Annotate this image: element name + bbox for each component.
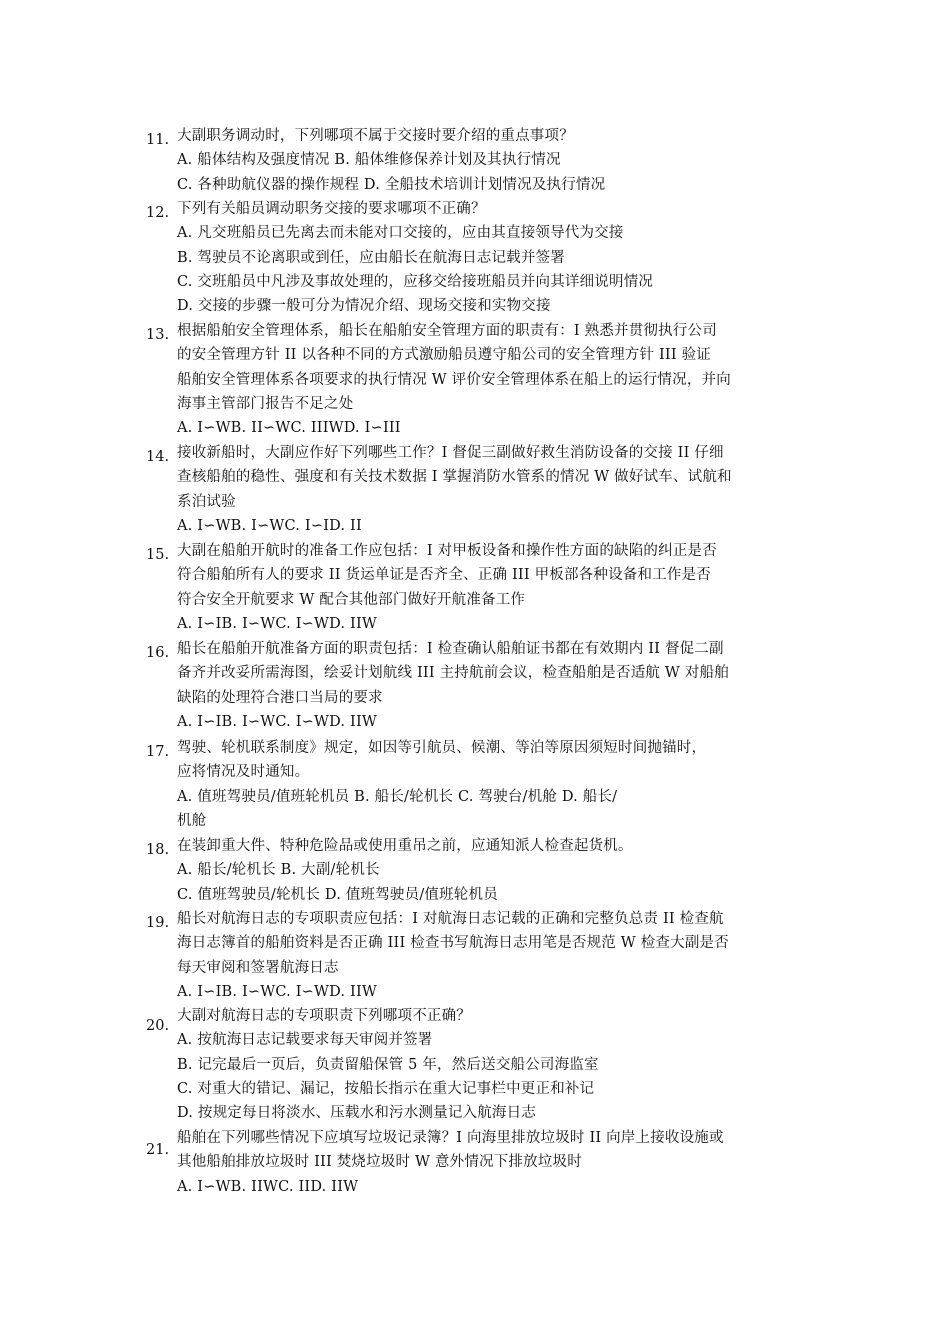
question-number: 18.: [146, 842, 170, 858]
question-stem: 备齐并改妥所需海图，绘妥计划航线 III 主持航前会议，检查船舶是否适航 W 对船舶: [177, 665, 729, 682]
question-stem: 船舶在下列哪些情况下应填写垃圾记录簿？I 向海里排放垃圾时 II 向岸上接收设施或: [177, 1130, 724, 1146]
question-stem: 在装卸重大件、特种危险品或使用重吊之前，应通知派人检查起货机。: [177, 838, 633, 854]
option-line: A. I∽IB. I∽WC. I∽WD. IIW: [177, 983, 378, 1000]
option-line: A. 船长/轮机长 B. 大副/轮机长: [177, 862, 380, 879]
question-stem: 的安全管理方针 II 以各种不同的方式激励船员遵守船公司的安全管理方针 III 验证: [177, 347, 711, 364]
question-body: [177, 907, 817, 1004]
question-stem: 下列有关船员调动职务交接的要求哪项不正确？: [177, 201, 486, 217]
question-stem: 驾驶、轮机联系制度》规定，如因等引航员、候潮、等泊等原因须短时间抛锚时，: [177, 740, 707, 756]
question-stem: 海日志簿首的船舶资料是否正确 III 检查书写航海日志用笔是否规范 W 检查大副是否: [177, 935, 729, 952]
question-number: 14.: [146, 449, 170, 465]
option-line: A. 凡交班船员已先离去而未能对口交接的，应由其直接领导代为交接: [177, 225, 624, 242]
option-line: C. 交班船员中凡涉及事故处理的，应移交给接班船员并向其详细说明情况: [177, 273, 654, 290]
question-stem: 符合安全开航要求 W 配合其他部门做好开航准备工作: [177, 591, 526, 608]
question-stem: 查核船舶的稳性、强度和有关技术数据 I 掌握消防水管系的情况 W 做好试车、试航和: [177, 469, 732, 486]
option-line: A. 值班驾驶员/值班轮机员 B. 船长/轮机长 C. 驾驶台/机舱 D. 船长/: [177, 788, 618, 805]
question-number: 20.: [146, 1018, 170, 1034]
option-line: D. 按规定每日将淡水、压载水和污水测量记入航海日志: [177, 1105, 537, 1122]
question-number: 13.: [146, 327, 170, 343]
option-line: A. 船体结构及强度情况 B. 船体维修保养计划及其执行情况: [177, 152, 561, 169]
question-body: [177, 637, 817, 734]
question-stem: 大副职务调动时，下列哪项不属于交接时要介绍的重点事项？: [177, 128, 574, 144]
option-line: A. 按航海日志记载要求每天审阅并签署: [177, 1032, 433, 1049]
question-stem: 船舶安全管理体系各项要求的执行情况 W 评价安全管理体系在船上的运行情况，并向: [177, 371, 731, 388]
option-line: C. 值班驾驶员/轮机长 D. 值班驾驶员/值班轮机员: [177, 886, 498, 903]
option-line: B. 记完最后一页后，负责留船保管 5 年，然后送交船公司海监室: [177, 1056, 599, 1073]
question-body: [177, 1004, 817, 1125]
question-body: [177, 319, 817, 440]
question-number: 12.: [146, 205, 170, 221]
question-number: 11.: [146, 132, 170, 148]
question-stem: 符合船舶所有人的要求 II 货运单证是否齐全、正确 III 甲板部各种设备和工作是否: [177, 567, 711, 584]
question-body: [177, 441, 817, 538]
option-line: 机舱: [177, 812, 207, 829]
option-line: B. 驾驶员不论离职或到任，应由船长在航海日志记载并签署: [177, 249, 565, 266]
question-number: 15.: [146, 547, 170, 563]
question-body: [177, 539, 817, 636]
question-number: 21.: [146, 1142, 170, 1158]
question-stem: 缺陷的处理符合港口当局的要求: [177, 689, 383, 706]
question-stem: 大副在船舶开航时的准备工作应包括：I 对甲板设备和操作性方面的缺陷的纠正是否: [177, 543, 717, 559]
question-body: [177, 124, 817, 197]
option-line: C. 对重大的错记、漏记，按船长指示在重大记事栏中更正和补记: [177, 1080, 595, 1097]
option-line: D. 交接的步骤一般可分为情况介绍、现场交接和实物交接: [177, 298, 551, 315]
question-stem: 每天审阅和签署航海日志: [177, 959, 339, 976]
question-stem: 大副对航海日志的专项职责下列哪项不正确？: [177, 1008, 471, 1024]
question-stem: 海事主管部门报告不足之处: [177, 395, 354, 412]
option-line: A. I∽IB. I∽WC. I∽WD. IIW: [177, 615, 378, 632]
option-line: C. 各种助航仪器的操作规程 D. 全船技术培训计划情况及执行情况: [177, 176, 606, 193]
question-stem: 应将情况及时通知。: [177, 764, 310, 781]
question-stem: 根据船舶安全管理体系，船长在船舶安全管理方面的职责有：I 熟悉并贯彻执行公司: [177, 323, 717, 339]
question-stem: 船长对航海日志的专项职责应包括：I 对航海日志记载的正确和完整负总责 II 检查航: [177, 911, 724, 927]
question-number: 16.: [146, 645, 170, 661]
option-line: A. I∽WB. I∽WC. I∽ID. II: [177, 517, 362, 534]
question-number: 17.: [146, 744, 170, 760]
question-body: [177, 736, 817, 833]
question-body: [177, 1126, 817, 1199]
question-stem: 系泊试验: [177, 493, 236, 510]
question-number: 19.: [146, 915, 170, 931]
question-stem: 其他船舶排放垃圾时 III 焚烧垃圾时 W 意外情况下排放垃圾时: [177, 1154, 582, 1171]
option-line: A. I∽IB. I∽WC. I∽WD. IIW: [177, 713, 378, 730]
question-stem: 接收新船时，大副应作好下列哪些工作？I 督促三副做好救生消防设备的交接 II 仔细: [177, 445, 724, 461]
question-stem: 船长在船舶开航准备方面的职责包括：I 检查确认船舶证书都在有效期内 II 督促二副: [177, 641, 724, 657]
question-body: [177, 197, 817, 318]
option-line: A. I∽WB. IIWC. IID. IIW: [177, 1178, 359, 1195]
question-body: [177, 834, 817, 907]
option-line: A. I∽WB. II∽WC. IIIWD. I∽III: [177, 420, 401, 437]
